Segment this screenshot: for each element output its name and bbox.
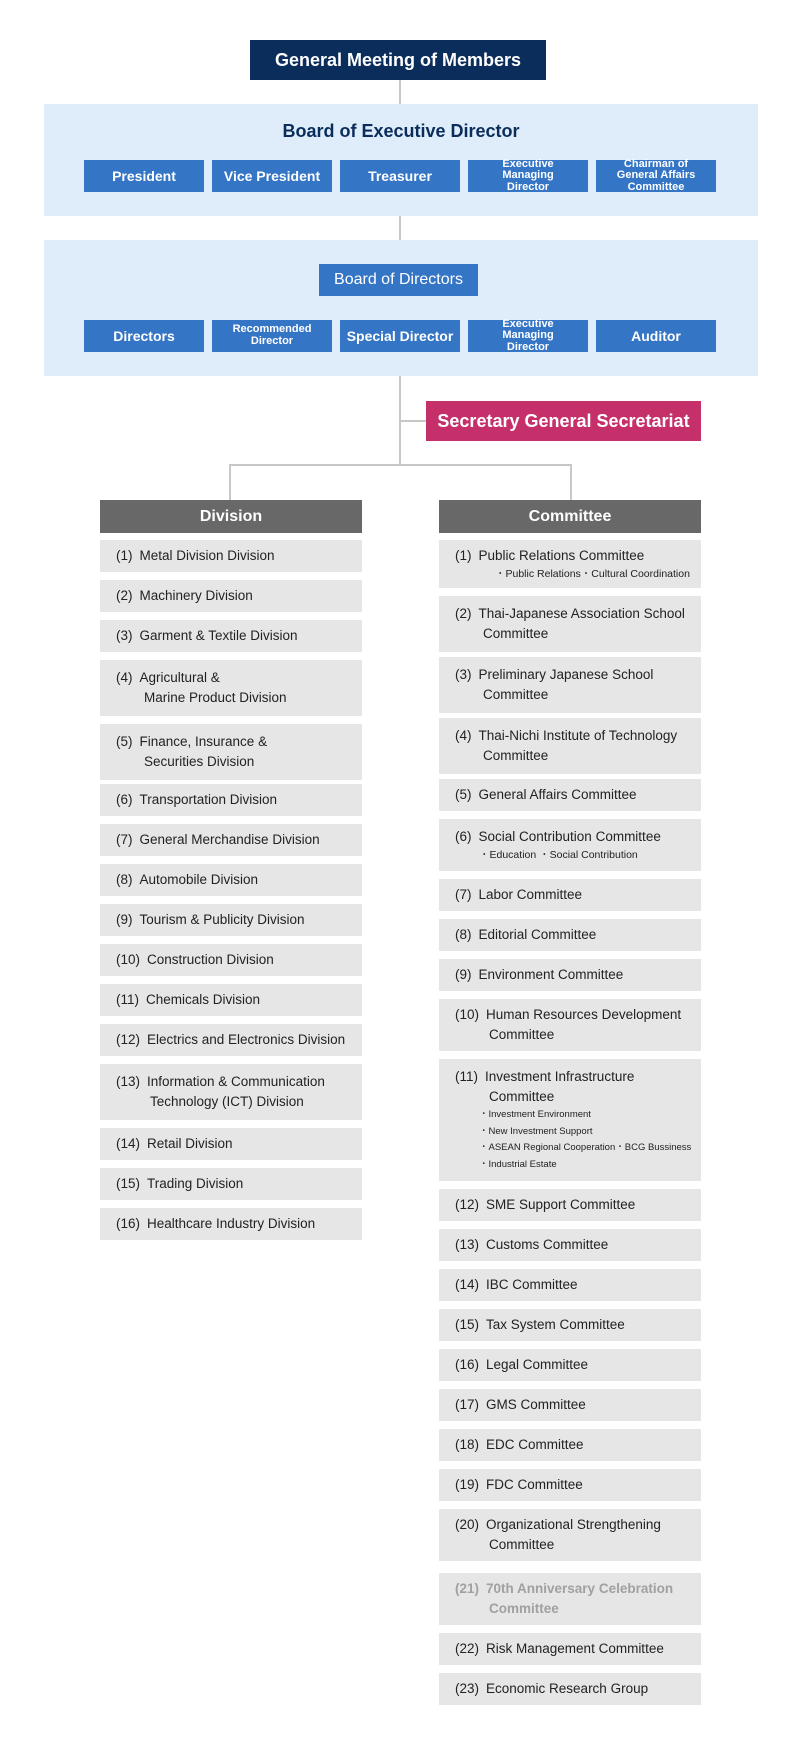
division-item-number: (10) [116, 952, 141, 967]
board-role-recommended-director: Recommended Director [212, 320, 332, 352]
committee-header: Committee [439, 500, 701, 533]
committee-item-number: (21) [455, 1581, 480, 1596]
division-item-10 [100, 944, 362, 976]
committee-item-subtopic: ・Public Relations・Cultural Coordination [495, 568, 690, 580]
division-item-label-continued: Technology (ICT) Division [150, 1094, 304, 1109]
committee-item-label: Public Relations Committee [478, 548, 645, 563]
committee-item-20 [439, 1509, 701, 1561]
division-item-label: Transportation Division [139, 792, 278, 807]
board-role-executive-managing-director: Executive Managing Director [468, 320, 588, 352]
committee-item-label-continued: Committee [483, 626, 549, 641]
committee-item-22 [439, 1633, 701, 1665]
division-item-label-continued: Securities Division [144, 754, 255, 769]
committee-item-label: Social Contribution Committee [478, 829, 661, 844]
connector-top [399, 80, 401, 104]
division-item-label: Metal Division Division [139, 548, 275, 563]
committee-item-number: (10) [455, 1007, 480, 1022]
committee-item-label-continued: Committee [483, 687, 549, 702]
committee-item-21 [439, 1573, 701, 1625]
committee-item-number: (4) [455, 728, 472, 743]
division-item-label: Machinery Division [139, 588, 253, 603]
committee-item-label: IBC Committee [486, 1277, 578, 1292]
division-item-number: (5) [116, 734, 133, 749]
exec-role-executive-managing-director: Executive Managing Director [468, 160, 588, 192]
division-item-label: Chemicals Division [146, 992, 261, 1007]
division-item-label: Agricultural & [139, 670, 220, 685]
committee-item-label: Thai-Nichi Institute of Technology [478, 728, 678, 743]
division-item-1 [100, 540, 362, 572]
division-item-label: Garment & Textile Division [139, 628, 298, 643]
executive-panel-title: Board of Executive Director [282, 121, 520, 141]
division-item-label-continued: Marine Product Division [144, 690, 287, 705]
committee-item-subtopic: ・Investment Environment [479, 1109, 591, 1120]
division-item-number: (11) [116, 992, 140, 1007]
division-item-label: Finance, Insurance & [139, 734, 268, 749]
division-item-number: (6) [116, 792, 133, 807]
division-item-15 [100, 1168, 362, 1200]
division-item-6 [100, 784, 362, 816]
committee-item-label: Investment Infrastructure [485, 1069, 635, 1084]
division-item-16 [100, 1208, 362, 1240]
board-role-directors: Directors [84, 320, 204, 352]
committee-item-number: (19) [455, 1477, 480, 1492]
division-item-number: (4) [116, 670, 133, 685]
committee-item-10 [439, 999, 701, 1051]
committee-item-label: EDC Committee [486, 1437, 584, 1452]
connector-committee-drop [570, 464, 572, 500]
division-item-number: (13) [116, 1074, 141, 1089]
committee-item-label-continued: Committee [489, 1537, 555, 1552]
committee-item-6 [439, 819, 701, 871]
committee-item-subtopic: ・Industrial Estate [479, 1158, 557, 1170]
committee-item-label: Economic Research Group [486, 1681, 649, 1696]
committee-item-11 [439, 1059, 701, 1181]
committee-item-subtopic: ・Education ・Social Contribution [479, 849, 638, 861]
committee-item-label: Tax System Committee [486, 1317, 625, 1332]
committee-item-label: General Affairs Committee [478, 787, 637, 802]
committee-item-8 [439, 919, 701, 951]
general-meeting-box: General Meeting of Members [250, 40, 546, 80]
division-item-number: (1) [116, 548, 133, 563]
committee-item-5 [439, 779, 701, 811]
committee-item-number: (11) [455, 1069, 479, 1084]
division-item-label: Information & Communication [147, 1074, 325, 1089]
division-item-12 [100, 1024, 362, 1056]
committee-item-label: Preliminary Japanese School [478, 667, 654, 682]
division-item-label: Construction Division [147, 952, 274, 967]
board-of-directors-box: Board of Directors [319, 264, 478, 296]
committee-item-15 [439, 1309, 701, 1341]
division-item-number: (12) [116, 1032, 141, 1047]
committee-item-number: (2) [455, 606, 472, 621]
committee-item-4 [439, 718, 701, 774]
division-item-label: Automobile Division [139, 872, 259, 887]
connector-division-drop [229, 464, 231, 500]
board-panel [44, 240, 758, 376]
committee-item-label-continued: Committee [483, 748, 549, 763]
division-item-number: (2) [116, 588, 133, 603]
exec-role-chairman-general-affairs: Chairman of General Affairs Committee [596, 160, 716, 192]
committee-item-number: (7) [455, 887, 472, 902]
division-item-11 [100, 984, 362, 1016]
committee-item-label: Labor Committee [478, 887, 583, 902]
committee-item-number: (22) [455, 1641, 480, 1656]
division-item-label: Electrics and Electronics Division [147, 1032, 346, 1047]
committee-item-label: Thai-Japanese Association School [478, 606, 685, 621]
committee-item-label: Editorial Committee [478, 927, 597, 942]
committee-item-9 [439, 959, 701, 991]
committee-item-12 [439, 1189, 701, 1221]
committee-item-number: (8) [455, 927, 472, 942]
committee-item-label: GMS Committee [486, 1397, 586, 1412]
committee-item-16 [439, 1349, 701, 1381]
committee-item-label: FDC Committee [486, 1477, 583, 1492]
division-item-2 [100, 580, 362, 612]
committee-item-number: (23) [455, 1681, 480, 1696]
committee-item-label: SME Support Committee [486, 1197, 636, 1212]
division-item-number: (9) [116, 912, 133, 927]
committee-item-subtopic: ・ASEAN Regional Cooperation・BCG Bussiness [479, 1142, 692, 1153]
division-item-13 [100, 1064, 362, 1120]
division-item-number: (15) [116, 1176, 141, 1191]
committee-item-label: Customs Committee [486, 1237, 609, 1252]
division-item-number: (8) [116, 872, 133, 887]
committee-item-1 [439, 540, 701, 588]
division-item-14 [100, 1128, 362, 1160]
committee-item-14 [439, 1269, 701, 1301]
committee-item-label: 70th Anniversary Celebration [486, 1581, 674, 1596]
committee-item-number: (12) [455, 1197, 480, 1212]
division-item-number: (16) [116, 1216, 141, 1231]
committee-item-label-continued: Committee [489, 1601, 559, 1616]
division-header: Division [100, 500, 362, 533]
committee-item-label: Environment Committee [478, 967, 624, 982]
committee-item-label-continued: Committee [489, 1089, 555, 1104]
board-role-special-director: Special Director [340, 320, 460, 352]
committee-item-number: (6) [455, 829, 472, 844]
connector-split-bar [229, 464, 572, 466]
committee-item-label: Legal Committee [486, 1357, 589, 1372]
division-item-8 [100, 864, 362, 896]
division-item-9 [100, 904, 362, 936]
committee-item-2 [439, 596, 701, 652]
committee-item-number: (1) [455, 548, 472, 563]
committee-item-label: Human Resources Development [486, 1007, 682, 1022]
committee-item-label: Risk Management Committee [486, 1641, 664, 1656]
committee-item-19 [439, 1469, 701, 1501]
committee-item-number: (17) [455, 1397, 480, 1412]
committee-item-number: (15) [455, 1317, 480, 1332]
committee-item-number: (20) [455, 1517, 480, 1532]
committee-item-number: (9) [455, 967, 472, 982]
committee-item-number: (16) [455, 1357, 480, 1372]
committee-item-label: Organizational Strengthening [486, 1517, 661, 1532]
committee-item-13 [439, 1229, 701, 1261]
secretariat-box: Secretary General Secretariat [426, 401, 701, 441]
division-item-5 [100, 724, 362, 780]
committee-item-7 [439, 879, 701, 911]
committee-item-number: (5) [455, 787, 472, 802]
committee-item-number: (13) [455, 1237, 480, 1252]
division-item-label: Healthcare Industry Division [147, 1216, 316, 1231]
board-role-auditor: Auditor [596, 320, 716, 352]
committee-item-subtopic: ・New Investment Support [479, 1125, 593, 1137]
exec-role-president: President [84, 160, 204, 192]
division-item-3 [100, 620, 362, 652]
committee-item-18 [439, 1429, 701, 1461]
division-item-label: General Merchandise Division [139, 832, 320, 847]
division-item-number: (3) [116, 628, 133, 643]
committee-item-number: (18) [455, 1437, 480, 1452]
division-item-number: (7) [116, 832, 133, 847]
committee-item-number: (14) [455, 1277, 480, 1292]
committee-item-17 [439, 1389, 701, 1421]
division-item-7 [100, 824, 362, 856]
committee-item-23 [439, 1673, 701, 1705]
committee-item-label-continued: Committee [489, 1027, 555, 1042]
exec-role-treasurer: Treasurer [340, 160, 460, 192]
committee-item-3 [439, 657, 701, 713]
division-item-label: Tourism & Publicity Division [139, 912, 305, 927]
division-item-4 [100, 660, 362, 716]
division-item-label: Trading Division [147, 1176, 244, 1191]
connector-exec-board [399, 216, 401, 240]
committee-item-number: (3) [455, 667, 472, 682]
division-item-number: (14) [116, 1136, 141, 1151]
connector-secretariat [399, 420, 427, 422]
exec-role-vice-president: Vice President [212, 160, 332, 192]
division-item-label: Retail Division [147, 1136, 233, 1151]
